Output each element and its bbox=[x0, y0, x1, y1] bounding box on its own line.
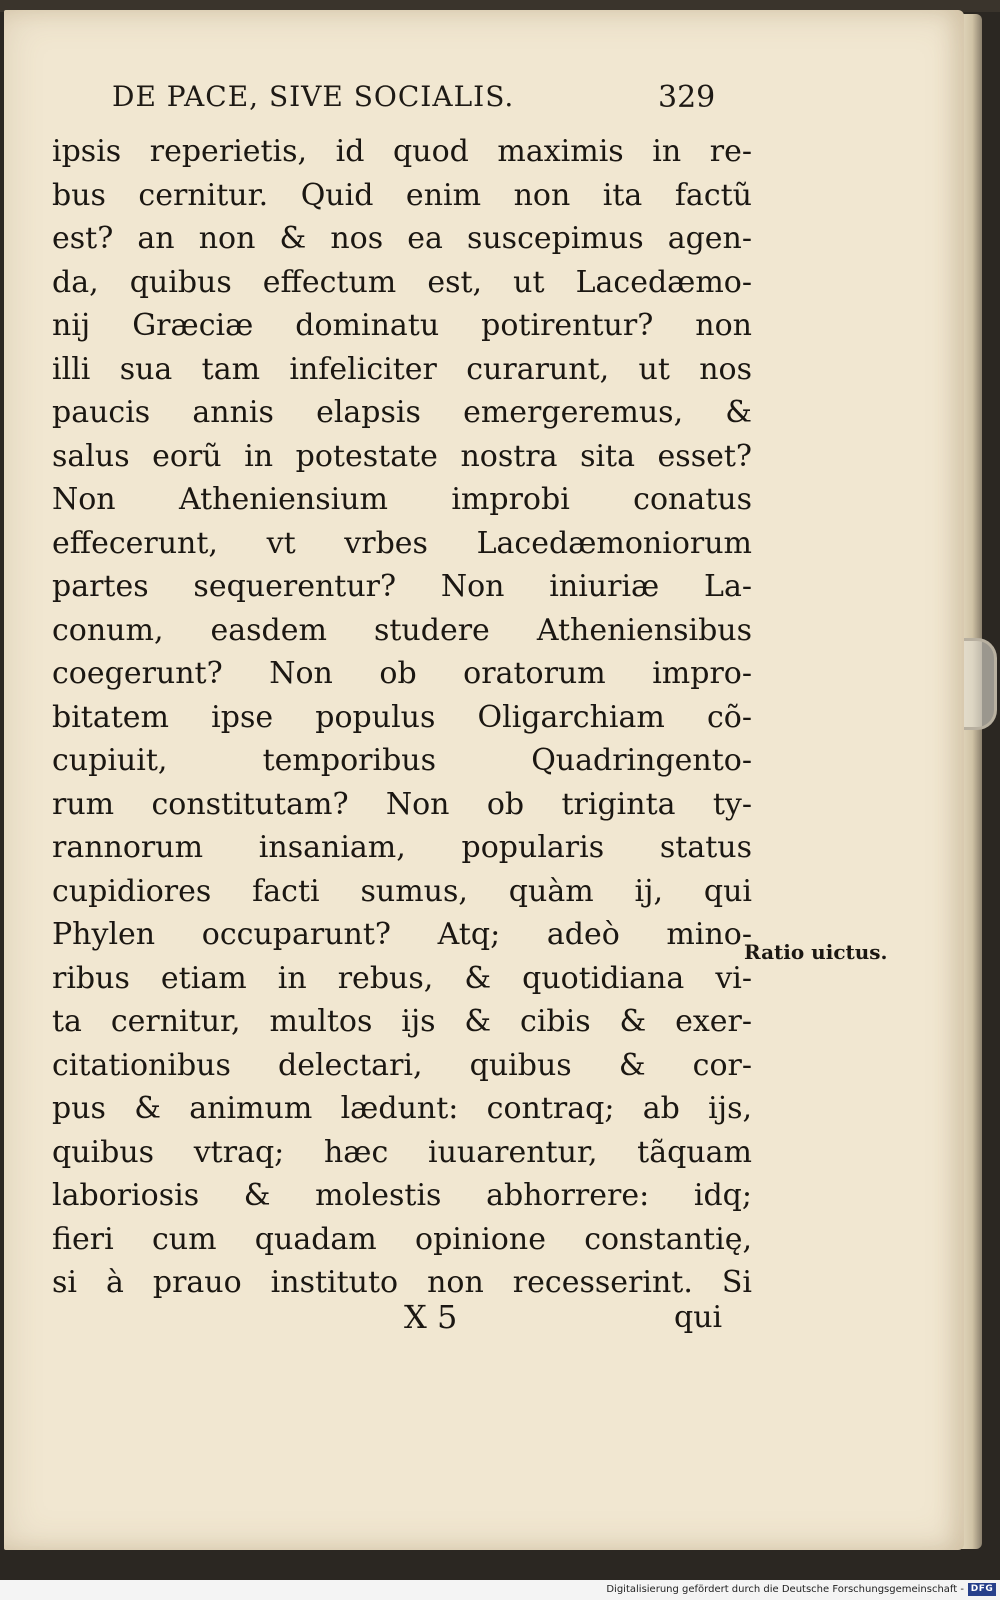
text-line: rum constitutam? Non ob triginta ty- bbox=[52, 786, 752, 822]
text-line: nij Græciæ dominatu potirentur? non bbox=[52, 308, 752, 343]
text-line: cupidiores facti sumus, quàm ij, qui bbox=[52, 873, 752, 909]
signature-mark: X 5 bbox=[404, 1298, 458, 1336]
text-line: bitatem ipse populus Oligarchiam cõ- bbox=[52, 699, 752, 735]
text-line: fieri cum quadam opinione constantię, bbox=[52, 1221, 752, 1257]
text-line: est? an non & nos ea suscepimus agen- bbox=[52, 221, 752, 256]
text-line: pus & animum lædunt: contraq; ab ijs, bbox=[52, 1091, 752, 1126]
text-line: cupiuit, temporibus Quadringento- bbox=[52, 743, 752, 778]
running-head: DE PACE, SIVE SOCIALIS. bbox=[112, 80, 515, 113]
text-line: Phylen occuparunt? Atq; adeò mino- bbox=[52, 917, 752, 952]
text-line: ribus etiam in rebus, & quotidiana vi- bbox=[52, 960, 752, 996]
body-text bbox=[52, 130, 752, 1305]
text-line: si à prauo instituto non recesserint. Si bbox=[52, 1265, 752, 1300]
text-line: paucis annis elapsis emergeremus, & bbox=[52, 395, 752, 430]
catchword: qui bbox=[674, 1300, 723, 1335]
text-line: citationibus delectari, quibus & cor- bbox=[52, 1047, 752, 1083]
text-line: laboriosis & molestis abhorrere: idq; bbox=[52, 1178, 752, 1213]
digitization-credit: Digitalisierung gefördert durch die Deutsche Forschungsgemeinschaft - bbox=[606, 1584, 964, 1595]
text-line: da, quibus effectum est, ut Lacedæmo- bbox=[52, 264, 752, 300]
text-line: rannorum insaniam, popularis status bbox=[52, 830, 752, 865]
text-line: partes sequerentur? Non iniuriæ La- bbox=[52, 569, 752, 604]
text-line: effecerunt, vt vrbes Lacedæmoniorum bbox=[52, 525, 752, 561]
page-number: 329 bbox=[658, 80, 716, 115]
text-line: ipsis reperietis, id quod maximis in re- bbox=[52, 134, 752, 169]
text-line: Non Atheniensium improbi conatus bbox=[52, 482, 752, 517]
text-line: conum, easdem studere Atheniensibus bbox=[52, 612, 752, 648]
text-line: quibus vtraq; hæc iuuarentur, tãquam bbox=[52, 1134, 752, 1170]
text-line: ta cernitur, multos ijs & cibis & exer- bbox=[52, 1004, 752, 1039]
text-line: bus cernitur. Quid enim non ita factũ bbox=[52, 177, 752, 213]
text-line: salus eorũ in potestate nostra sita esset? bbox=[52, 438, 752, 474]
text-line: coegerunt? Non ob oratorum impro- bbox=[52, 656, 752, 691]
marginal-note: Ratio uictus. bbox=[744, 940, 888, 964]
text-line: illi sua tam infeliciter curarunt, ut nos bbox=[52, 351, 752, 387]
dfg-logo: DFG bbox=[968, 1583, 996, 1596]
